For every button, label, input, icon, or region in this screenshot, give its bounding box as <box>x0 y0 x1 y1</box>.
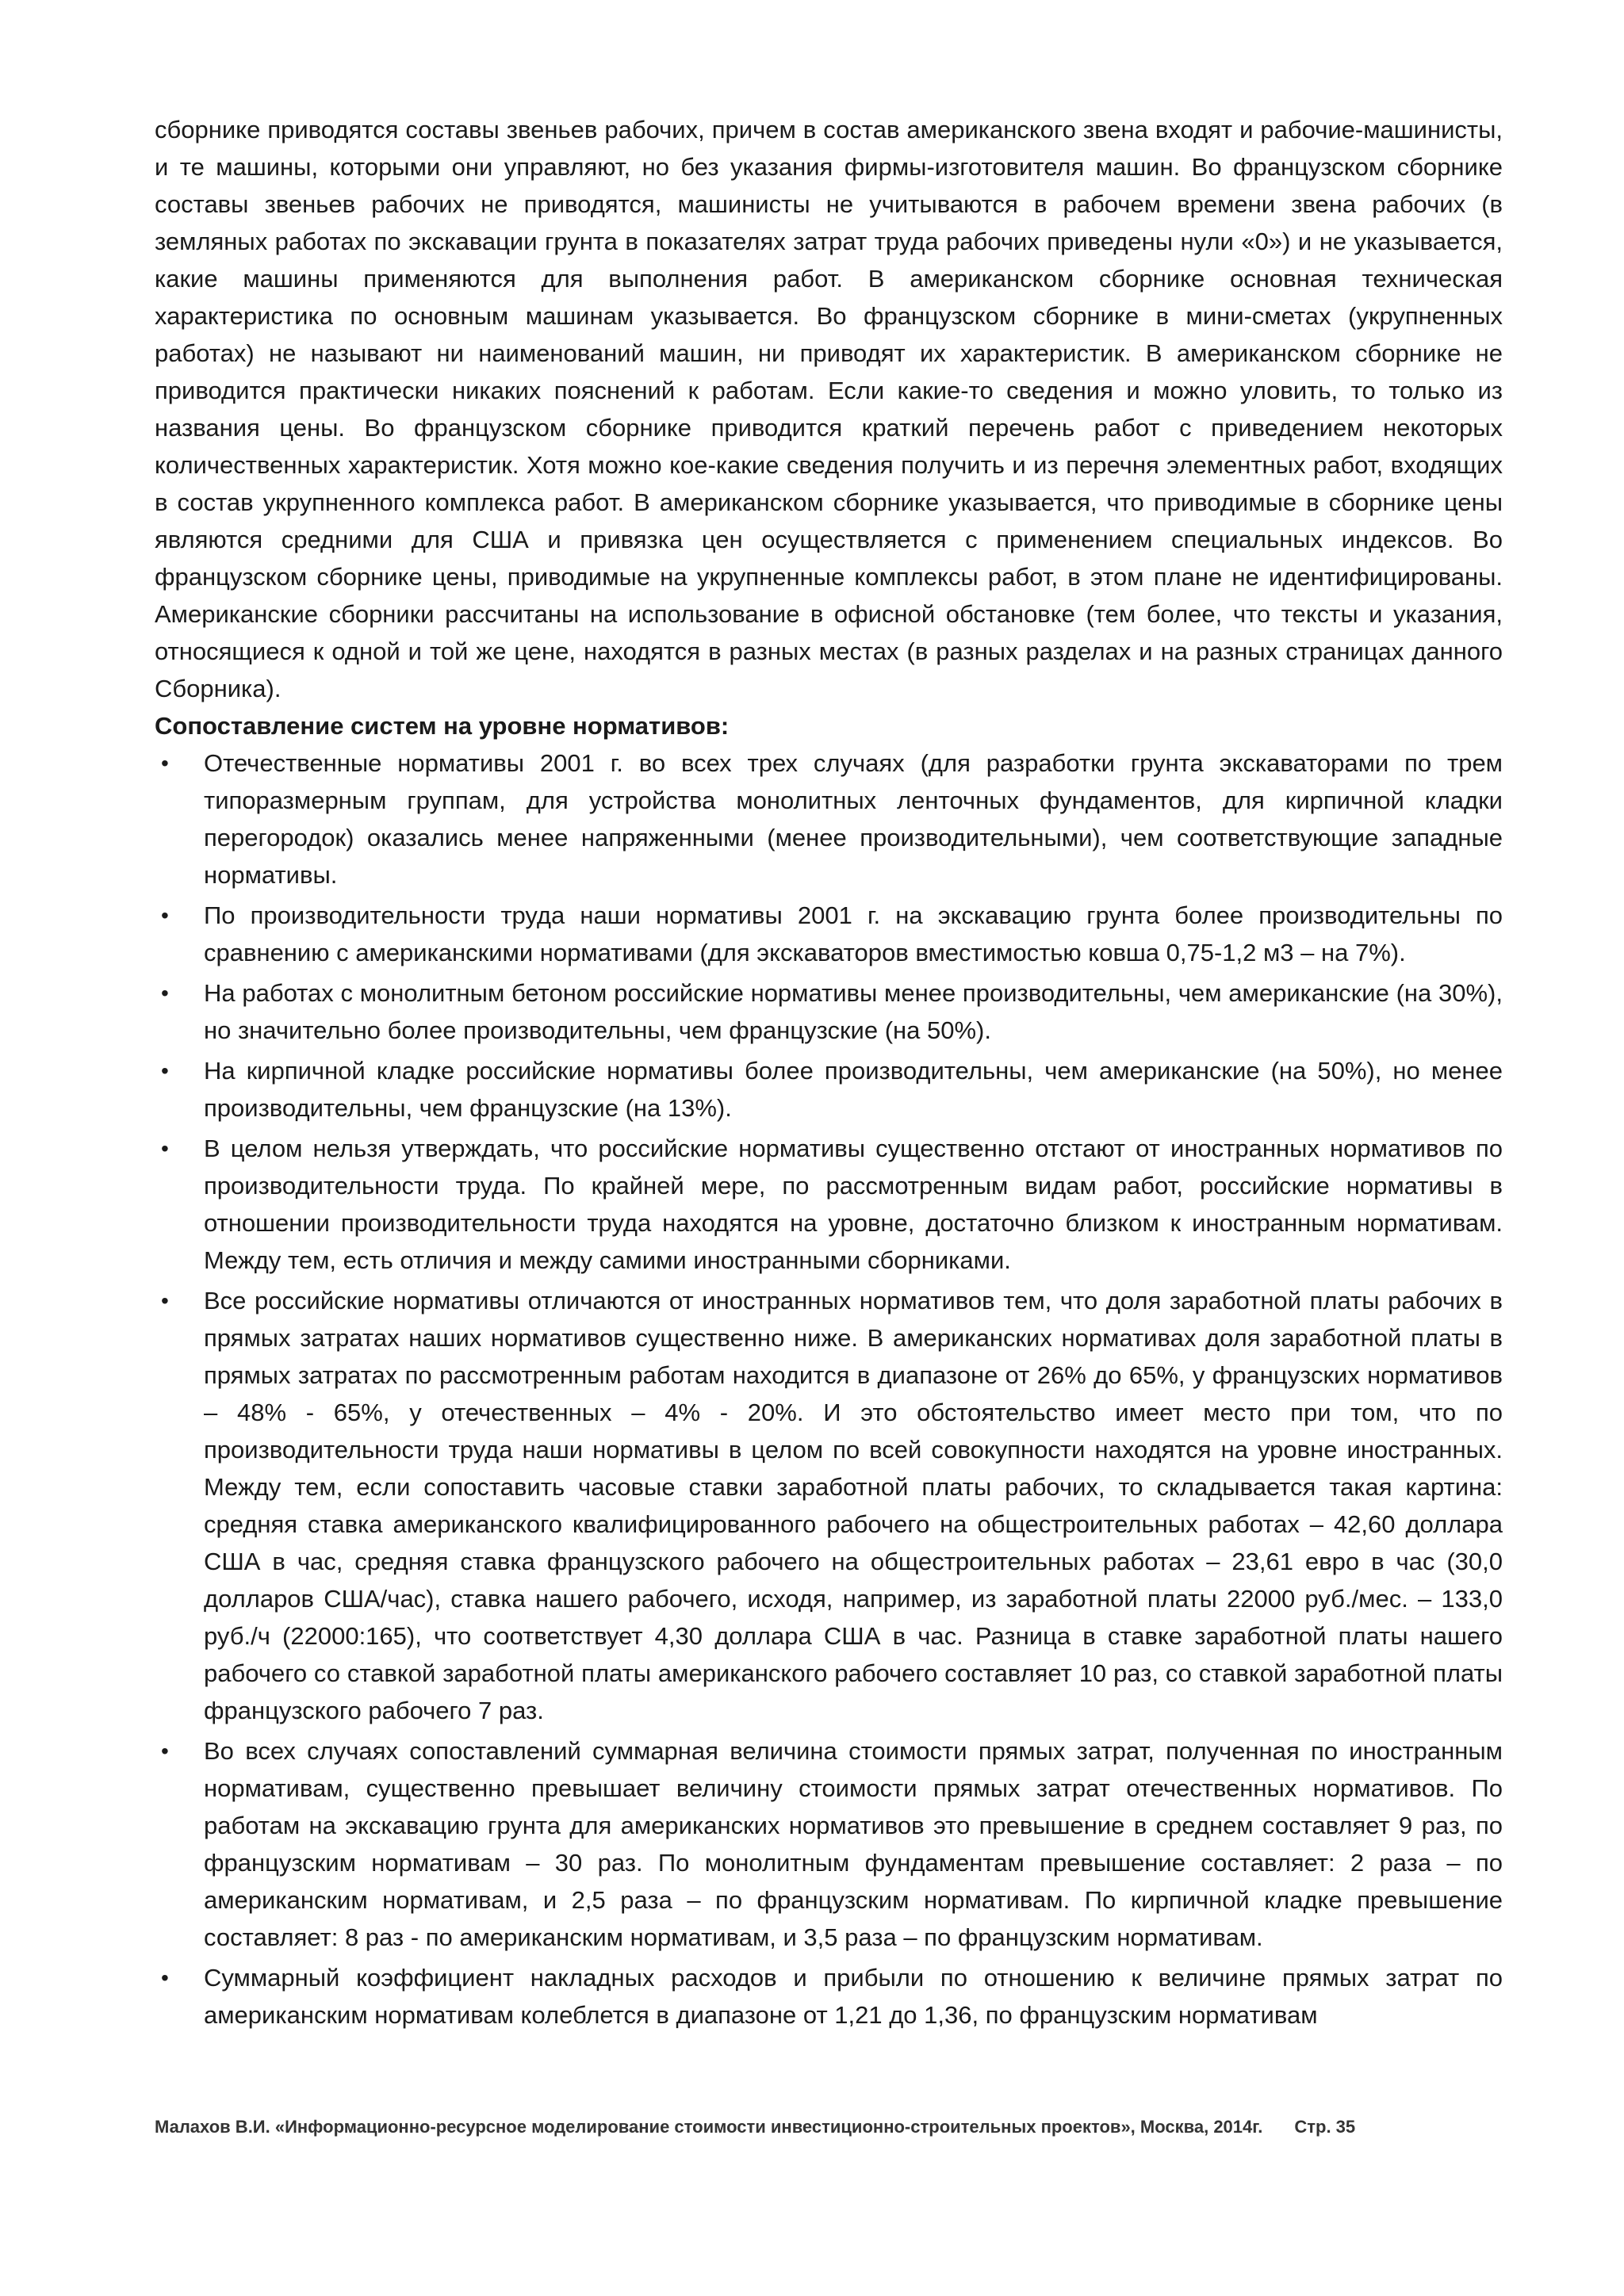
list-item-text: На работах с монолитным бетоном российские нормативы менее производительны, чем американские (на 30%), но значительно более производительны, чем французские (на 50%). <box>204 979 1503 1044</box>
bullet-icon: • <box>161 751 169 775</box>
list-item <box>155 744 1503 894</box>
bullet-icon: • <box>161 1739 169 1763</box>
section-heading: Сопоставление систем на уровне нормативов: <box>155 712 730 740</box>
bullet-icon: • <box>161 981 169 1005</box>
bullet-icon: • <box>161 1058 169 1083</box>
bullet-icon: • <box>161 1288 169 1313</box>
bullet-icon: • <box>161 1136 169 1161</box>
list-item <box>155 1130 1503 1279</box>
list-item <box>155 1282 1503 1729</box>
page-number: Стр. 35 <box>1294 2117 1356 2137</box>
list-item <box>155 974 1503 1049</box>
list-item-text: Все российские нормативы отличаются от иностранных нормативов тем, что доля заработной платы рабочих в прямых затратах наших нормативов существенно ниже. В американских нормативах доля заработной платы в прямых затратах по рассмотренным работам находится в диапазоне от 26% до 65%, у французских нормативов – 48% - 65%, у отечественных – 4% - 20%. И это обстоятельство имеет место при том, что по производительности труда наши нормативы в целом по всей совокупности находятся на уровне иностранных. Между тем, если сопоставить часовые ставки заработной платы рабочих, то складывается такая картина: средняя ставка американского квалифицированного рабочего на общестроительных работах – 42,60 доллара США в час, средняя ставка французского рабочего на общестроительных работах – 23,61 евро в час (30,0 долларов США/час), ставка нашего рабочего, исходя, например, из заработной платы 22000 руб./мес. – 133,0 руб./ч (22000:165), что соответствует 4,30 доллара США в час. Разница в ставке заработной платы нашего рабочего со ставкой заработной платы американского рабочего составляет 10 раз, со ставкой заработной платы французского рабочего 7 раз. <box>204 1287 1503 1724</box>
comparison-list <box>155 744 1503 2034</box>
list-item <box>155 897 1503 971</box>
list-item-text: Во всех случаях сопоставлений суммарная величина стоимости прямых затрат, полученная по иностранным нормативам, существенно превышает величину стоимости прямых затрат отечественных нормативов. По работам на экскавацию грунта для американских нормативов это превышение в среднем составляет 9 раз, по французским нормативам – 30 раз. По монолитным фундаментам превышение составляет: 2 раза – по американским нормативам, и 2,5 раза – по французским нормативам. По кирпичной кладке превышение составляет: 8 раз - по американским нормативам, и 3,5 раза – по французским нормативам. <box>204 1737 1503 1951</box>
bullet-icon: • <box>161 903 169 928</box>
intro-paragraph: сборнике приводятся составы звеньев рабочих, причем в состав американского звена входят и рабочие-машинисты, и те машины, которыми они управляют, но без указания фирмы-изготовителя машин. Во французском сборнике составы звеньев рабочих не приводятся, машинисты не учитываются в рабочем времени звена рабочих (в земляных работах по экскавации грунта в показателях затрат труда рабочих приведены нули «0») и не указывается, какие машины применяются для выполнения работ. В американском сборнике основная техническая характеристика по основным машинам указывается. Во французском сборнике в мини-сметах (укрупненных работах) не называют ни наименований машин, ни приводят их характеристик. В американском сборнике не приводится практически никаких пояснений к работам. Если какие-то сведения и можно уловить, то только из названия цены. Во французском сборнике приводится краткий перечень работ с приведением некоторых количественных характеристик. Хотя можно кое-какие сведения получить и из перечня элементных работ, входящих в состав укрупненного комплекса работ. В американском сборнике указывается, что приводимые в сборнике цены являются средними для США и привязка цен осуществляется с применением специальных индексов. Во французском сборнике цены, приводимые на укрупненные комплексы работ, в этом плане не идентифицированы. Американские сборники рассчитаны на использование в офисной обстановке (тем более, что тексты и указания, относящиеся к одной и той же цене, находятся в разных местах (в разных разделах и на разных страницах данного Сборника). <box>155 116 1503 702</box>
list-item-text: На кирпичной кладке российские нормативы более производительны, чем американские (на 50%), но менее производительны, чем французские (на 13%). <box>204 1057 1503 1122</box>
bullet-icon: • <box>161 1965 169 1990</box>
list-item-text: Суммарный коэффициент накладных расходов и прибыли по отношению к величине прямых затрат по американским нормативам колеблется в диапазоне от 1,21 до 1,36, по французским нормативам <box>204 1964 1503 2029</box>
list-item <box>155 1732 1503 1956</box>
list-item <box>155 1052 1503 1127</box>
list-item <box>155 1959 1503 2034</box>
list-item-text: В целом нельзя утверждать, что российские нормативы существенно отстают от иностранных нормативов по производительности труда. По крайней мере, по рассмотренным видам работ, российские нормативы в отношении производительности труда находятся на уровне, достаточно близком к иностранным нормативам. Между тем, есть отличия и между самими иностранными сборниками. <box>204 1135 1503 1274</box>
page-footer <box>155 2117 1503 2137</box>
footer-citation: Малахов В.И. «Информационно-ресурсное моделирование стоимости инвестиционно-строительных проектов», Москва, 2014г. <box>155 2117 1263 2137</box>
document-page <box>155 111 1503 2037</box>
list-item-text: По производительности труда наши нормативы 2001 г. на экскавацию грунта более производительны по сравнению с американскими нормативами (для экскаваторов вместимостью ковша 0,75-1,2 м3 – на 7%). <box>204 901 1503 966</box>
list-item-text: Отечественные нормативы 2001 г. во всех трех случаях (для разработки грунта экскаваторами по трем типоразмерным группам, для устройства монолитных ленточных фундаментов, для кирпичной кладки перегородок) оказались менее напряженными (менее производительными), чем соответствующие западные нормативы. <box>204 749 1503 889</box>
